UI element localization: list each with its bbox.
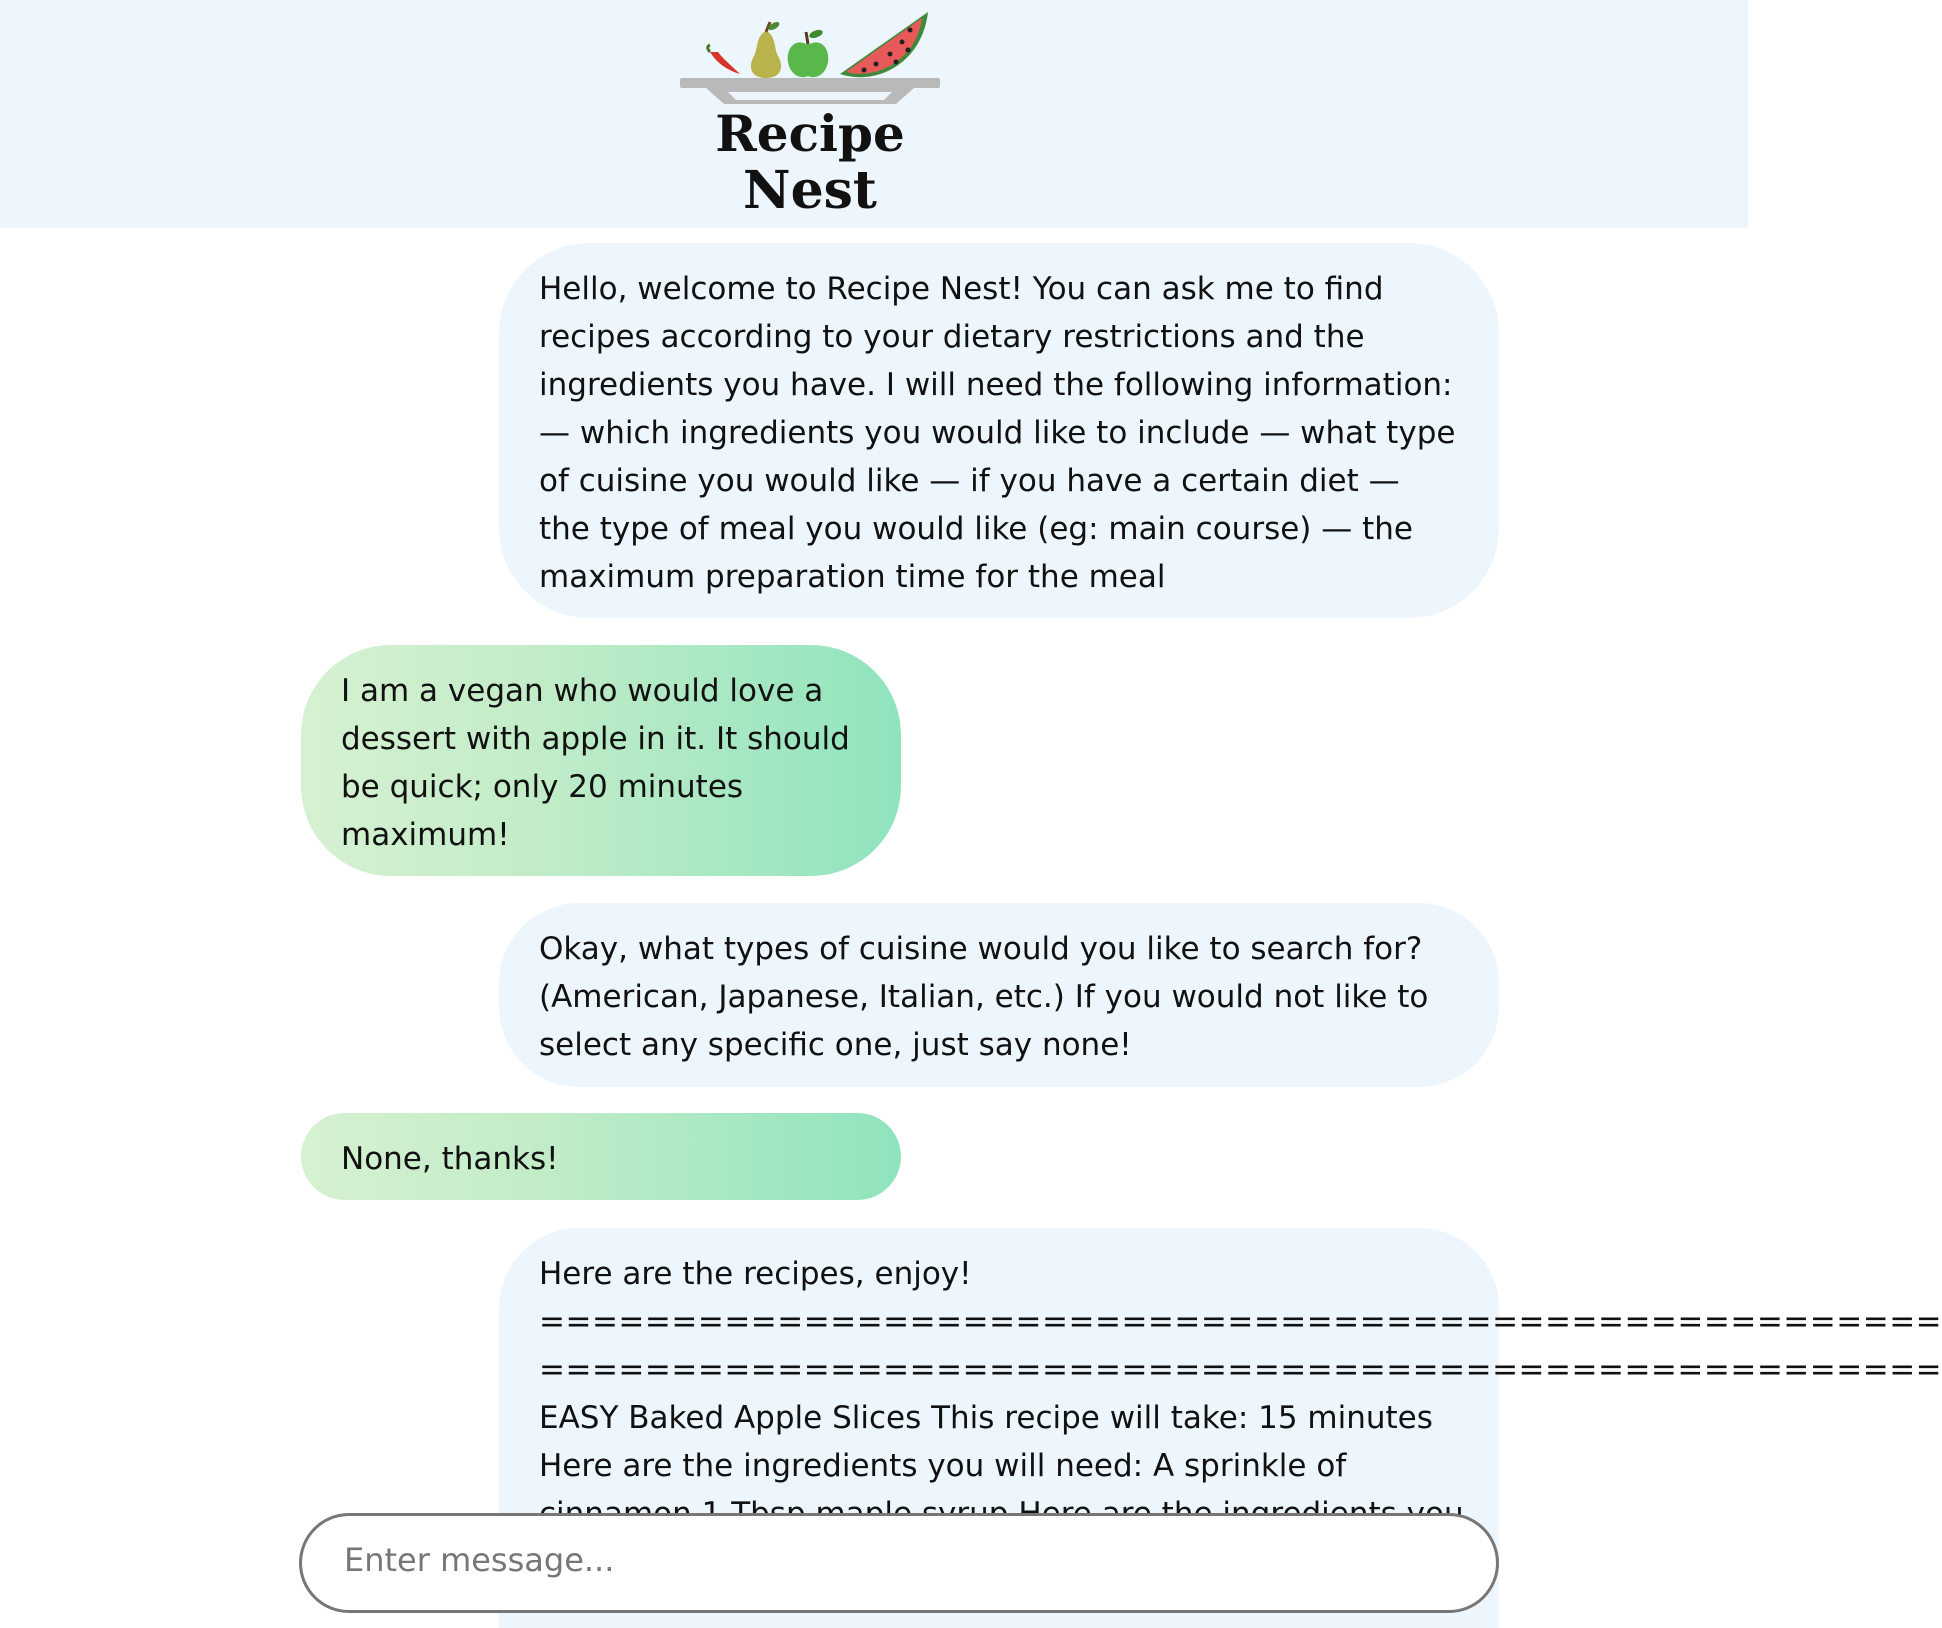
pear-icon xyxy=(751,20,781,78)
logo-text-nest: Nest xyxy=(743,160,877,221)
bot-message: Okay, what types of cuisine would you like to search for? (American, Japanese, Italian, etc.) If you would not like to select any specific one, just say none! xyxy=(499,903,1499,1087)
logo-graphic xyxy=(676,8,944,108)
separator-line: ===================================================== xyxy=(539,1304,1942,1340)
recipe-nest-logo xyxy=(676,8,944,221)
message-input[interactable] xyxy=(342,1534,1446,1586)
apple-icon xyxy=(788,28,829,77)
app-header xyxy=(0,0,1748,228)
user-message: None, thanks! xyxy=(301,1113,901,1200)
logo-text-recipe: Recipe xyxy=(715,104,905,163)
user-message: I am a vegan who would love a dessert with apple in it. It should be quick; only 20 minutes maximum! xyxy=(301,645,901,876)
plate-icon xyxy=(680,78,940,104)
bot-message: Hello, welcome to Recipe Nest! You can ask me to find recipes according to your dietary restrictions and the ingredients you have. I will need the following information: — which ingredients you would like to include — what type of cuisine you would like — if you have a certain diet — the type of meal you would like (eg: main course) — the maximum preparation time for the meal xyxy=(499,243,1499,618)
message-input-container[interactable] xyxy=(299,1513,1499,1613)
separator-line: ===================================================== xyxy=(539,1352,1942,1388)
recipes-intro: Here are the recipes, enjoy! xyxy=(539,1256,972,1292)
recipe-text-line: Here are the ingredients you will need: A sprinkle of xyxy=(539,1448,1347,1484)
chat-transcript[interactable] xyxy=(0,228,1942,1514)
watermelon-slice-icon xyxy=(840,12,928,77)
chili-pepper-icon xyxy=(708,45,740,74)
recipe-text-line: EASY Baked Apple Slices This recipe will take: 15 minutes xyxy=(539,1400,1433,1436)
